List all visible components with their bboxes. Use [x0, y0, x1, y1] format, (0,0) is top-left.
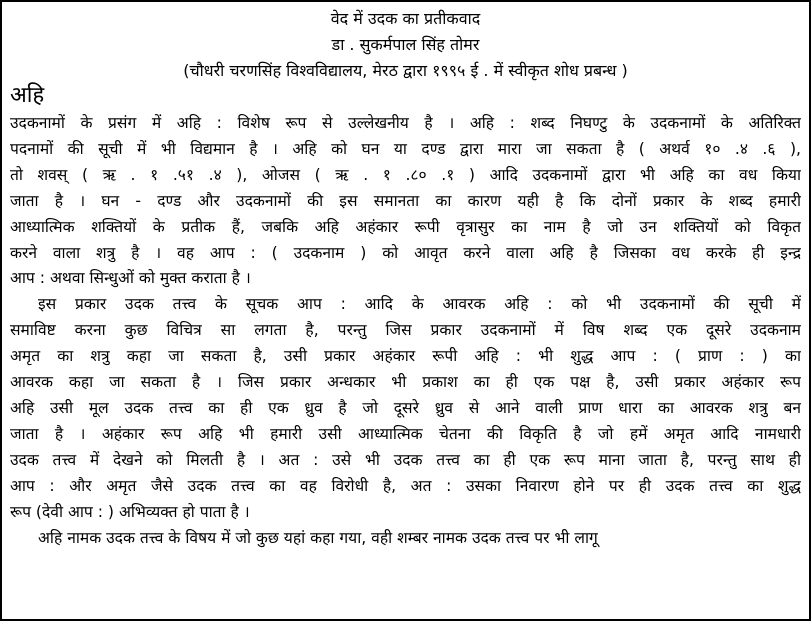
- text-line: तो शवस् ( ऋ . १ .५१ .४ ), ओजस ( ऋ . १ .८० .१ ) आदि उदकनामों द्वारा भी अहि का वध किया: [10, 165, 801, 184]
- text-line: अहि नामक उदक तत्त्व के विषय में जो कुछ यहां कहा गया, वही शम्बर नामक उदक तत्त्व पर भी लागू: [38, 528, 598, 547]
- document-title: वेद में उदक का प्रतीकवाद: [330, 9, 481, 28]
- text-line: जाता है । अहंकार रूप अहि भी हमारी उसी आध्यात्मिक चेतना की विकृति है जो हमें अमृत आदि नामधारी: [10, 424, 801, 443]
- text-line: करने वाला शत्रु है । वह आप : ( उदकनाम ) को आवृत करने वाला अहि है जिसका वध करके ही इन्द्र: [10, 243, 801, 262]
- text-line: पदनामों की सूची में भी विद्यमान है । अहि को घन या दण्ड द्वारा मारा जा सकता है ( अथर्व १० .४ .६ ),: [10, 139, 801, 158]
- text-line: आवरक कहा जा सकता है । जिस प्रकार अन्धकार भी प्रकाश का ही एक पक्ष है, उसी प्रकार अहंकार रूप: [10, 373, 801, 392]
- text-line: इस प्रकार उदक तत्त्व के सूचक आप : आदि के आवरक अहि : को भी उदकनामों की सूची में: [38, 295, 801, 314]
- text-line: अहि उसी मूल उदक तत्त्व का ही एक ध्रुव है जो दूसरे ध्रुव से आने वाली प्राण धारा का आवरक शत्रु बन: [10, 398, 801, 417]
- text-line: रूप (देवी आप : ) अभिव्यक्त हो पाता है ।: [10, 502, 250, 521]
- body-text: [2, 111, 809, 551]
- text-line: आध्यात्मिक शक्तियों के प्रतीक हैं, जबकि अहि अहंकार रूपी वृत्रासुर का नाम है जो उन शक्तियों को विकृत: [10, 217, 801, 236]
- text-line: आप : और अमृत जैसे उदक तत्त्व का वह विरोधी है, अत : उसका निवारण होने पर ही उदक तत्त्व का शुद्ध: [10, 476, 801, 495]
- author-affiliation: (चौधरी चरणसिंह विश्वविद्यालय, मेरठ द्वारा १९९५ ई . में स्वीकृत शोध प्रबन्ध ): [183, 61, 628, 80]
- text-line: आप : अथवा सिन्धुओं को मुक्त कराता है ।: [10, 269, 251, 288]
- text-line: उदकनामों के प्रसंग में अहि : विशेष रूप से उल्लेखनीय है । अहि : शब्द निघण्टु के उदकनामों के अतिरिक्त: [10, 114, 801, 132]
- text-line: जाता है । घन - दण्ड और उदकनामों की इस समानता का कारण यही है कि दोनों प्रकार के शब्द हमारी: [10, 191, 801, 210]
- text-line: समाविष्ट करना कुछ विचित्र सा लगता है, परन्तु जिस प्रकार उदकनामों में विष शब्द एक दूसरे उदकनाम: [10, 321, 801, 340]
- text-line: उदक तत्त्व में देखने को मिलती है । अत : उसे भी उदक तत्त्व का ही एक रूप माना जाता है, परन्तु साथ ही: [10, 450, 801, 469]
- text-line: अमृत का शत्रु कहा जा सकता है, उसी प्रकार अहंकार रूपी अहि : भी शुद्ध आप : ( प्राण : ) का: [10, 347, 801, 366]
- document-header: [2, 2, 809, 84]
- author-name: डा . सुकर्मपाल सिंह तोमर: [331, 35, 480, 54]
- section-heading: अहि: [10, 83, 45, 108]
